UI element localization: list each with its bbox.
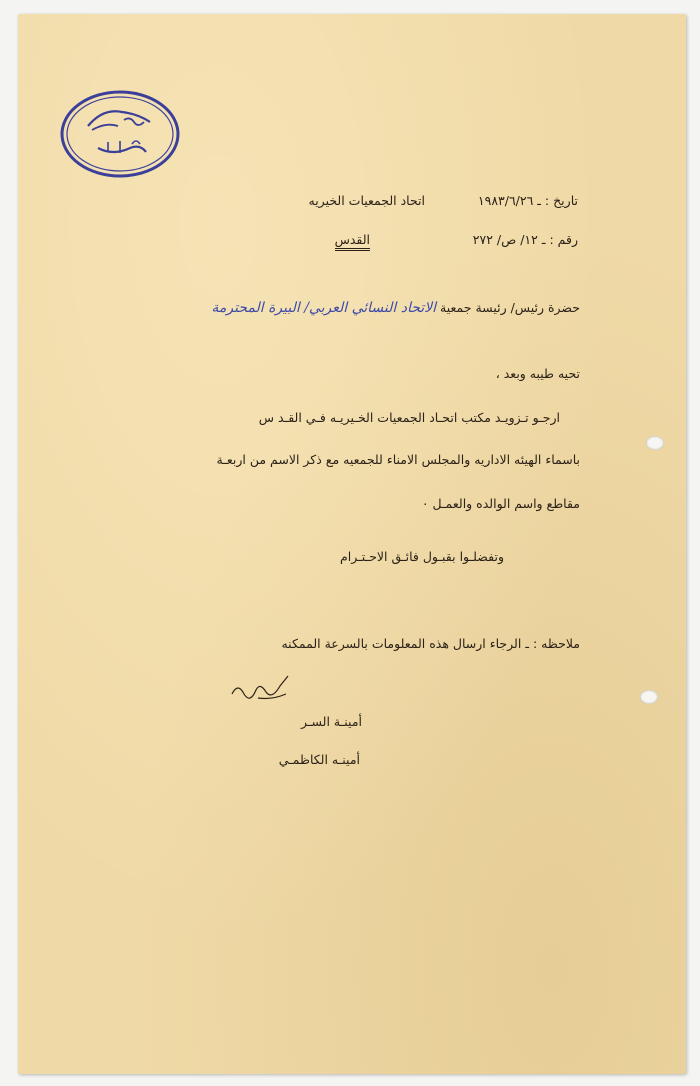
body-line-2: باسماء الهيئه الاداريه والمجلس الامناء للجمعيه مع ذكر الاسم من اربعـة: [216, 452, 580, 467]
ref-line: [473, 232, 578, 247]
closing: وتفضلـوا بقبـول فائـق الاحـتـرام: [340, 549, 504, 564]
org-name: اتحاد الجمعيات الخيريه: [308, 193, 425, 208]
ref-value: ١٢/ ص/ ٢٧٢: [472, 232, 538, 247]
body-line-1: ارجـو تـزويـد مكتب اتحـاد الجمعيات الخـيريـه فـي القـد س: [258, 410, 560, 425]
date-label: تاريخ : ـ: [537, 193, 578, 208]
signature-name: أمينـه الكاظمـي: [278, 752, 360, 767]
organization-stamp: [58, 86, 182, 182]
date-value: ١٩٨٣/٦/٢٦: [477, 193, 534, 208]
body-line-3: مقاطع واسم الوالده والعمـل ٠: [421, 496, 580, 511]
ref-label: رقم : ـ: [541, 232, 578, 247]
signature-title: أمينـة السـر: [300, 714, 362, 729]
punch-hole-bottom: [640, 690, 658, 704]
addressee-line: [211, 300, 580, 316]
addressee-prefix: حضرة رئيس/ رئيسة جمعية: [440, 300, 580, 315]
note-label: ملاحظه : ـ: [525, 636, 580, 651]
greeting: تحيه طيبه وبعد ،: [495, 366, 580, 381]
note-line: [281, 636, 580, 651]
date-line: [478, 193, 578, 208]
addressee-handwritten: الاتحاد النسائي العربي/ البيرة المحترمة: [211, 300, 437, 316]
city-name: [335, 232, 370, 247]
punch-hole-top: [646, 436, 664, 450]
note-text: الرجاء ارسال هذه المعلومات بالسرعة الممكنه: [281, 636, 522, 651]
city-text: القدس: [335, 232, 370, 251]
